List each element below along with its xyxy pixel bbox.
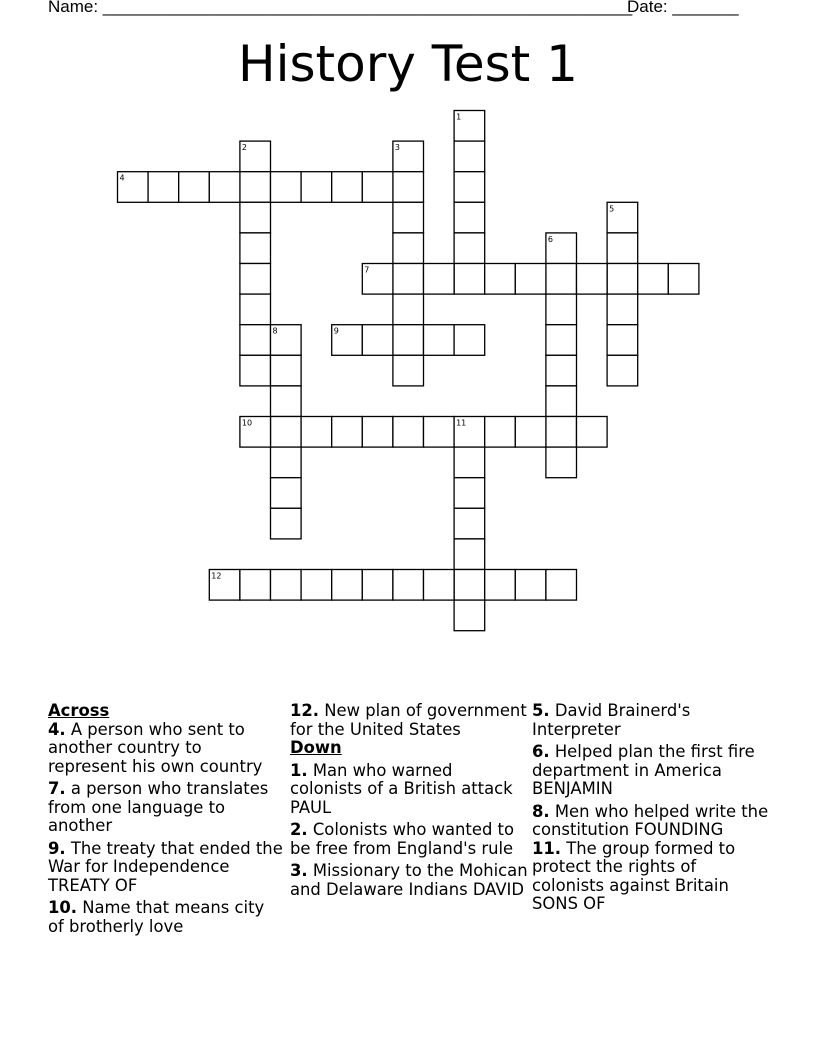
clue-across-12: 12. New plan of government for the United States bbox=[290, 701, 527, 739]
grid-cell[interactable] bbox=[424, 570, 455, 601]
grid-cell[interactable] bbox=[515, 264, 546, 295]
grid-cell[interactable] bbox=[271, 417, 302, 448]
grid-clue-number: 4 bbox=[119, 173, 125, 183]
grid-clue-number: 11 bbox=[456, 418, 467, 428]
grid-cell[interactable] bbox=[332, 417, 363, 448]
grid-cell[interactable] bbox=[485, 570, 516, 601]
grid-cell[interactable] bbox=[485, 417, 516, 448]
grid-cell[interactable] bbox=[607, 264, 638, 295]
grid-cell[interactable] bbox=[240, 325, 271, 356]
grid-cell[interactable] bbox=[454, 478, 485, 509]
clue-down-6: 6. Helped plan the first fire department in America BENJAMIN bbox=[532, 742, 755, 798]
page-title: History Test 1 bbox=[238, 35, 578, 93]
grid-cell[interactable] bbox=[271, 355, 302, 386]
grid-cell[interactable] bbox=[424, 325, 455, 356]
clue-across-9: 9. The treaty that ended the War for Independence TREATY OF bbox=[48, 838, 283, 895]
grid-cell[interactable] bbox=[454, 570, 485, 601]
grid-cell[interactable] bbox=[546, 355, 577, 386]
grid-cell[interactable] bbox=[271, 570, 302, 601]
clue-across-4: 4. A person who sent to another country to represent his own country bbox=[48, 719, 263, 776]
grid-clue-number: 5 bbox=[609, 204, 615, 214]
grid-cell[interactable] bbox=[271, 386, 302, 417]
grid-clue-number: 8 bbox=[272, 326, 278, 336]
grid-cell[interactable] bbox=[301, 172, 332, 203]
clue-down-11: 11. The group formed to protect the rights of colonists against Britain SONS OF bbox=[532, 838, 736, 913]
grid-cell[interactable] bbox=[362, 172, 393, 203]
grid-cell[interactable] bbox=[454, 325, 485, 356]
grid-cell[interactable] bbox=[393, 417, 424, 448]
grid-cell[interactable] bbox=[393, 172, 424, 203]
name-field-label: Name: ________________________________________________________ bbox=[48, 0, 633, 16]
grid-cell[interactable] bbox=[240, 172, 271, 203]
grid-cell[interactable] bbox=[332, 570, 363, 601]
grid-clue-number: 6 bbox=[547, 234, 553, 244]
grid-cell[interactable] bbox=[577, 264, 608, 295]
grid-cell[interactable] bbox=[301, 417, 332, 448]
grid-clue-number: 7 bbox=[364, 265, 370, 275]
grid-cell[interactable] bbox=[577, 417, 608, 448]
grid-cell[interactable] bbox=[393, 202, 424, 233]
grid-cell[interactable] bbox=[424, 264, 455, 295]
grid-cell[interactable] bbox=[240, 570, 271, 601]
grid-cell[interactable] bbox=[638, 264, 669, 295]
grid-cell[interactable] bbox=[240, 294, 271, 325]
grid-cell[interactable] bbox=[209, 172, 240, 203]
grid-cell[interactable] bbox=[362, 417, 393, 448]
grid-cell[interactable] bbox=[454, 264, 485, 295]
grid-cell[interactable] bbox=[546, 386, 577, 417]
grid-cell[interactable] bbox=[271, 478, 302, 509]
down-heading: Down bbox=[290, 738, 342, 757]
grid-cell[interactable] bbox=[515, 417, 546, 448]
date-field-label: Date: _______ bbox=[627, 0, 739, 16]
grid-clue-number: 3 bbox=[394, 143, 400, 153]
grid-cell[interactable] bbox=[454, 508, 485, 539]
grid-cell[interactable] bbox=[393, 570, 424, 601]
grid-cell[interactable] bbox=[393, 264, 424, 295]
grid-cell[interactable] bbox=[607, 355, 638, 386]
grid-cell[interactable] bbox=[301, 570, 332, 601]
clue-down-8: 8. Men who helped write the constitution FOUNDING bbox=[532, 801, 769, 839]
clues-column-2 bbox=[290, 702, 528, 903]
clue-down-1: 1. Man who warned colonists of a British attack PAUL bbox=[290, 760, 513, 817]
grid-cell[interactable] bbox=[271, 508, 302, 539]
grid-clue-number: 9 bbox=[333, 326, 339, 336]
grid-cell[interactable] bbox=[393, 233, 424, 264]
clue-down-3: 3. Missionary to the Mohican and Delaware Indians DAVID bbox=[290, 861, 528, 899]
grid-cell[interactable] bbox=[179, 172, 210, 203]
grid-cell[interactable] bbox=[607, 233, 638, 264]
grid-cell[interactable] bbox=[240, 202, 271, 233]
grid-clue-number: 2 bbox=[241, 143, 247, 153]
grid-cell[interactable] bbox=[362, 570, 393, 601]
grid-cell[interactable] bbox=[393, 294, 424, 325]
clue-across-10: 10. Name that means city of brotherly love bbox=[48, 898, 265, 936]
grid-cell[interactable] bbox=[454, 233, 485, 264]
grid-cell[interactable] bbox=[271, 447, 302, 478]
grid-cell[interactable] bbox=[240, 355, 271, 386]
grid-cell[interactable] bbox=[240, 233, 271, 264]
grid-cell[interactable] bbox=[362, 325, 393, 356]
grid-cell[interactable] bbox=[148, 172, 179, 203]
grid-cell[interactable] bbox=[424, 417, 455, 448]
grid-cell[interactable] bbox=[607, 294, 638, 325]
clues-column-3 bbox=[532, 702, 772, 918]
grid-cell[interactable] bbox=[546, 417, 577, 448]
clue-down-2: 2. Colonists who wanted to be free from England's rule bbox=[290, 820, 515, 858]
grid-cell[interactable] bbox=[515, 570, 546, 601]
grid-cell[interactable] bbox=[668, 264, 699, 295]
grid-cell[interactable] bbox=[607, 325, 638, 356]
grid-cell[interactable] bbox=[454, 539, 485, 570]
grid-cell[interactable] bbox=[546, 294, 577, 325]
grid-cell[interactable] bbox=[454, 447, 485, 478]
grid-cell[interactable] bbox=[393, 355, 424, 386]
grid-cell[interactable] bbox=[546, 570, 577, 601]
grid-cell[interactable] bbox=[546, 325, 577, 356]
grid-cell[interactable] bbox=[485, 264, 516, 295]
clue-down-5: 5. David Brainerd's Interpreter bbox=[532, 701, 691, 739]
grid-clue-number: 12 bbox=[211, 571, 222, 581]
grid-cell[interactable] bbox=[393, 325, 424, 356]
grid-cell[interactable] bbox=[240, 264, 271, 295]
grid-cell[interactable] bbox=[546, 264, 577, 295]
clues-column-1 bbox=[48, 702, 284, 940]
across-heading: Across bbox=[48, 701, 110, 720]
grid-cell[interactable] bbox=[454, 172, 485, 203]
grid-clue-number: 1 bbox=[456, 112, 462, 122]
clue-across-7: 7. a person who translates from one language to another bbox=[48, 779, 269, 835]
grid-cell[interactable] bbox=[454, 600, 485, 631]
grid-cell[interactable] bbox=[454, 141, 485, 172]
grid-cell[interactable] bbox=[271, 172, 302, 203]
grid-clue-number: 10 bbox=[241, 418, 253, 428]
grid-cell[interactable] bbox=[332, 172, 363, 203]
grid-cell[interactable] bbox=[546, 447, 577, 478]
grid-cell[interactable] bbox=[454, 202, 485, 233]
